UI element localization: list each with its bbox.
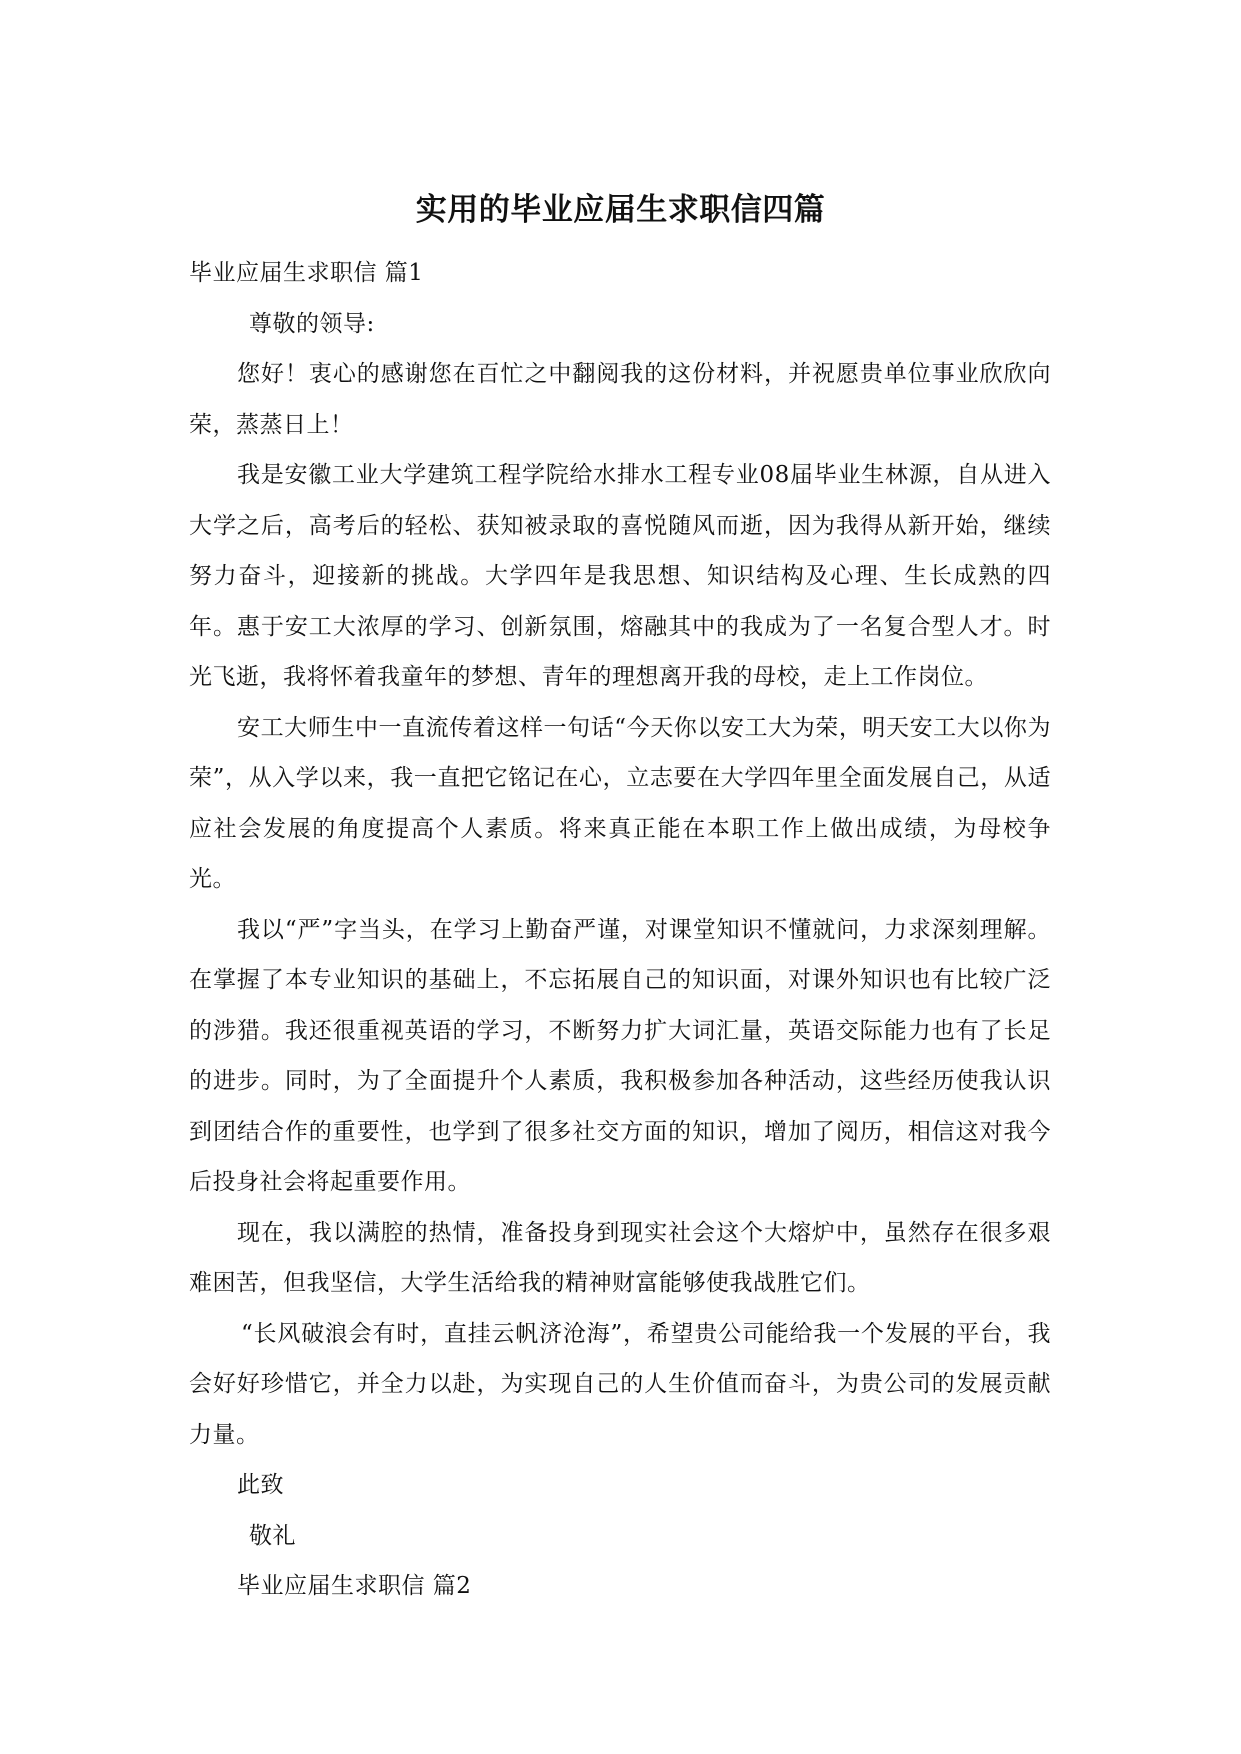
paragraph: “长风破浪会有时，直挂云帆济沧海”，希望贵公司能给我一个发展的平台，我会好好珍惜它，并全力以赴，为实现自己的人生价值而奋斗，为贵公司的发展贡献力量。 — [189, 1320, 1051, 1448]
salutation: 尊敬的领导: — [249, 310, 375, 337]
paragraph: 我以“严”字当头，在学习上勤奋严谨，对课堂知识不懂就问，力求深刻理解。在掌握了本专业知识的基础上，不忘拓展自己的知识面，对课外知识也有比较广泛的涉猎。我还很重视英语的学习，不断努力扩大词汇量，英语交际能力也有了长足的进步。同时，为了全面提升个人素质，我积极参加各种活动，这些经历使我认识到团结合作的重要性，也学到了很多社交方面的知识，增加了阅历，相信这对我今后投身社会将起重要作用。 — [189, 916, 1051, 1195]
paragraph: 我是安徽工业大学建筑工程学院给水排水工程专业08届毕业生林源，自从进入大学之后，高考后的轻松、获知被录取的喜悦随风而逝，因为我得从新开始，继续努力奋斗，迎接新的挑战。大学四年是我思想、知识结构及心理、生长成熟的四年。惠于安工大浓厚的学习、创新氛围，熔融其中的我成为了一名复合型人才。时光飞逝，我将怀着我童年的梦想、青年的理想离开我的母校，走上工作岗位。 — [189, 462, 1051, 690]
paragraph: 现在，我以满腔的热情，准备投身到现实社会这个大熔炉中，虽然存在很多艰难困苦，但我坚信，大学生活给我的精神财富能够使我战胜它们。 — [189, 1219, 1051, 1296]
document-body — [189, 248, 1051, 1612]
closing-regards: 敬礼 — [249, 1522, 296, 1549]
section-heading-2: 毕业应届生求职信 篇2 — [237, 1573, 472, 1599]
paragraph: 安工大师生中一直流传着这样一句话“今天你以安工大为荣，明天安工大以你为荣”，从入学以来，我一直把它铭记在心，立志要在大学四年里全面发展自己，从适应社会发展的角度提高个人素质。将来真正能在本职工作上做出成绩，为母校争光。 — [189, 714, 1051, 892]
paragraph: 您好！衷心的感谢您在百忙之中翻阅我的这份材料，并祝愿贵单位事业欣欣向荣，蒸蒸日上！ — [189, 361, 1051, 438]
document-title: 实用的毕业应届生求职信四篇 — [415, 192, 826, 228]
section-heading-1: 毕业应届生求职信 篇1 — [189, 260, 424, 286]
closing-line: 此致 — [237, 1472, 284, 1498]
